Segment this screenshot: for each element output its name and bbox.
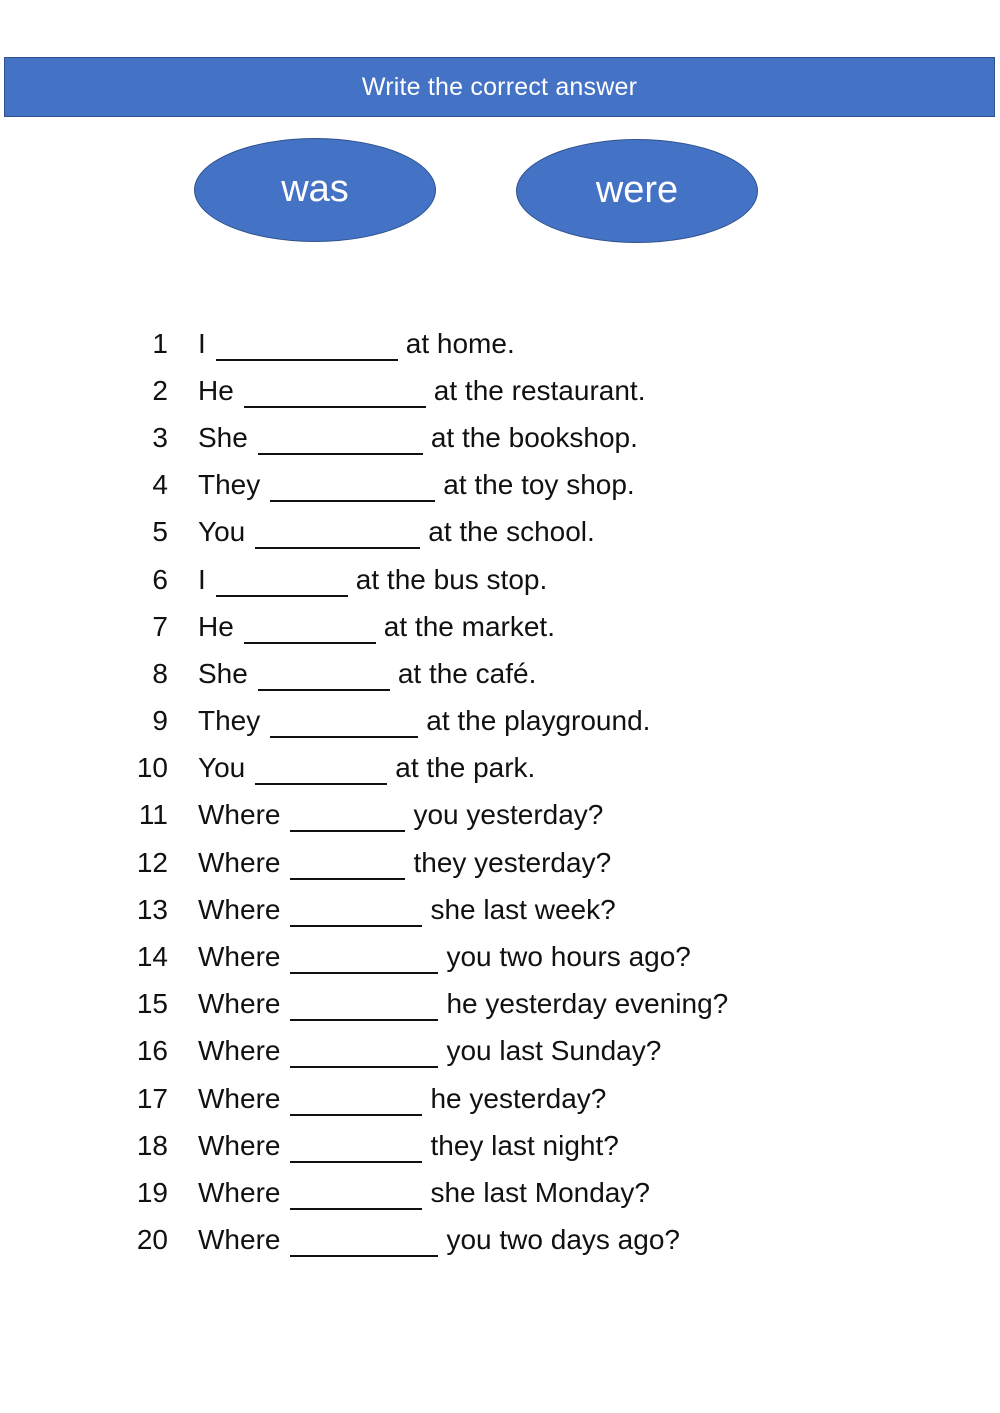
instruction-title: Write the correct answer [361,72,638,101]
question-rest: at home. [405,327,515,359]
question-row [130,1122,890,1169]
question-rest: you yesterday? [413,799,604,831]
question-row [130,886,890,933]
instruction-banner [4,57,995,117]
question-list [130,320,890,1264]
question-subject: She [198,421,248,453]
question-number: 15 [136,988,168,1020]
answer-blank-drop-zone[interactable] [270,714,418,738]
question-rest: you two days ago? [446,1224,680,1256]
question-number: 20 [136,1224,168,1256]
question-row [130,1028,890,1075]
question-row [130,745,890,792]
word-bank-option-were[interactable] [516,139,758,243]
question-subject: I [198,327,206,359]
question-subject: Where [198,846,281,878]
question-number: 9 [152,705,168,737]
question-number: 7 [152,610,168,642]
question-subject: They [198,469,261,501]
question-rest: at the restaurant. [433,374,646,406]
question-subject: He [198,610,234,642]
question-subject: She [198,657,248,689]
question-subject: Where [198,1035,281,1067]
question-number: 12 [136,846,168,878]
question-rest: she last week? [430,893,616,925]
question-rest: they last night? [430,1129,619,1161]
question-subject: You [198,752,246,784]
word-bank-label: was [281,167,349,210]
question-row [130,509,890,556]
question-number: 1 [152,327,168,359]
answer-blank-drop-zone[interactable] [290,1044,438,1068]
question-rest: at the school. [428,516,595,548]
question-number: 4 [152,469,168,501]
question-number: 14 [136,941,168,973]
question-subject: I [198,563,206,595]
question-rest: you two hours ago? [446,941,691,973]
question-row [130,367,890,414]
question-subject: He [198,374,234,406]
answer-blank-drop-zone[interactable] [290,808,405,832]
answer-blank-drop-zone[interactable] [216,573,348,597]
question-number: 8 [152,657,168,689]
question-row [130,839,890,886]
question-rest: they yesterday? [413,846,612,878]
word-bank-option-was[interactable] [194,138,436,242]
word-bank-label: were [595,168,679,211]
question-row [130,1075,890,1122]
answer-blank-drop-zone[interactable] [258,667,390,691]
question-row [130,933,890,980]
question-row [130,556,890,603]
question-subject: Where [198,1224,281,1256]
question-number: 10 [136,752,168,784]
question-rest: he yesterday? [430,1082,607,1114]
question-row [130,320,890,367]
question-subject: Where [198,1129,281,1161]
question-rest: at the bus stop. [355,563,548,595]
question-subject: Where [198,893,281,925]
question-number: 6 [152,563,168,595]
answer-blank-drop-zone[interactable] [244,620,376,644]
question-subject: Where [198,1176,281,1208]
answer-blank-drop-zone[interactable] [290,1139,422,1163]
question-row [130,650,890,697]
answer-blank-drop-zone[interactable] [290,997,438,1021]
question-number: 17 [136,1082,168,1114]
question-rest: at the park. [395,752,536,784]
question-row [130,603,890,650]
answer-blank-drop-zone[interactable] [290,1186,422,1210]
question-number: 2 [152,374,168,406]
answer-blank-drop-zone[interactable] [255,525,420,549]
answer-blank-drop-zone[interactable] [290,1092,422,1116]
question-rest: at the playground. [426,705,651,737]
question-row [130,1169,890,1216]
question-subject: You [198,516,246,548]
answer-blank-drop-zone[interactable] [290,950,438,974]
question-subject: Where [198,799,281,831]
question-rest: at the market. [383,610,555,642]
question-number: 16 [136,1035,168,1067]
answer-blank-drop-zone[interactable] [258,431,423,455]
question-number: 5 [152,516,168,548]
question-rest: at the café. [397,657,537,689]
question-rest: he yesterday evening? [446,988,729,1020]
question-rest: she last Monday? [430,1176,650,1208]
question-rest: at the bookshop. [430,421,638,453]
question-subject: Where [198,988,281,1020]
question-number: 3 [152,421,168,453]
answer-blank-drop-zone[interactable] [255,761,387,785]
answer-blank-drop-zone[interactable] [290,856,405,880]
question-row [130,792,890,839]
question-rest: at the toy shop. [443,469,635,501]
question-row [130,981,890,1028]
question-subject: They [198,705,261,737]
question-row [130,462,890,509]
question-number: 13 [136,893,168,925]
question-rest: you last Sunday? [446,1035,662,1067]
answer-blank-drop-zone[interactable] [290,1233,438,1257]
answer-blank-drop-zone[interactable] [216,337,398,361]
question-row [130,414,890,461]
answer-blank-drop-zone[interactable] [270,478,435,502]
question-subject: Where [198,941,281,973]
question-number: 11 [138,799,168,831]
question-row [130,1217,890,1264]
question-row [130,698,890,745]
answer-blank-drop-zone[interactable] [244,384,426,408]
question-number: 18 [136,1129,168,1161]
answer-blank-drop-zone[interactable] [290,903,422,927]
question-number: 19 [136,1176,168,1208]
question-subject: Where [198,1082,281,1114]
